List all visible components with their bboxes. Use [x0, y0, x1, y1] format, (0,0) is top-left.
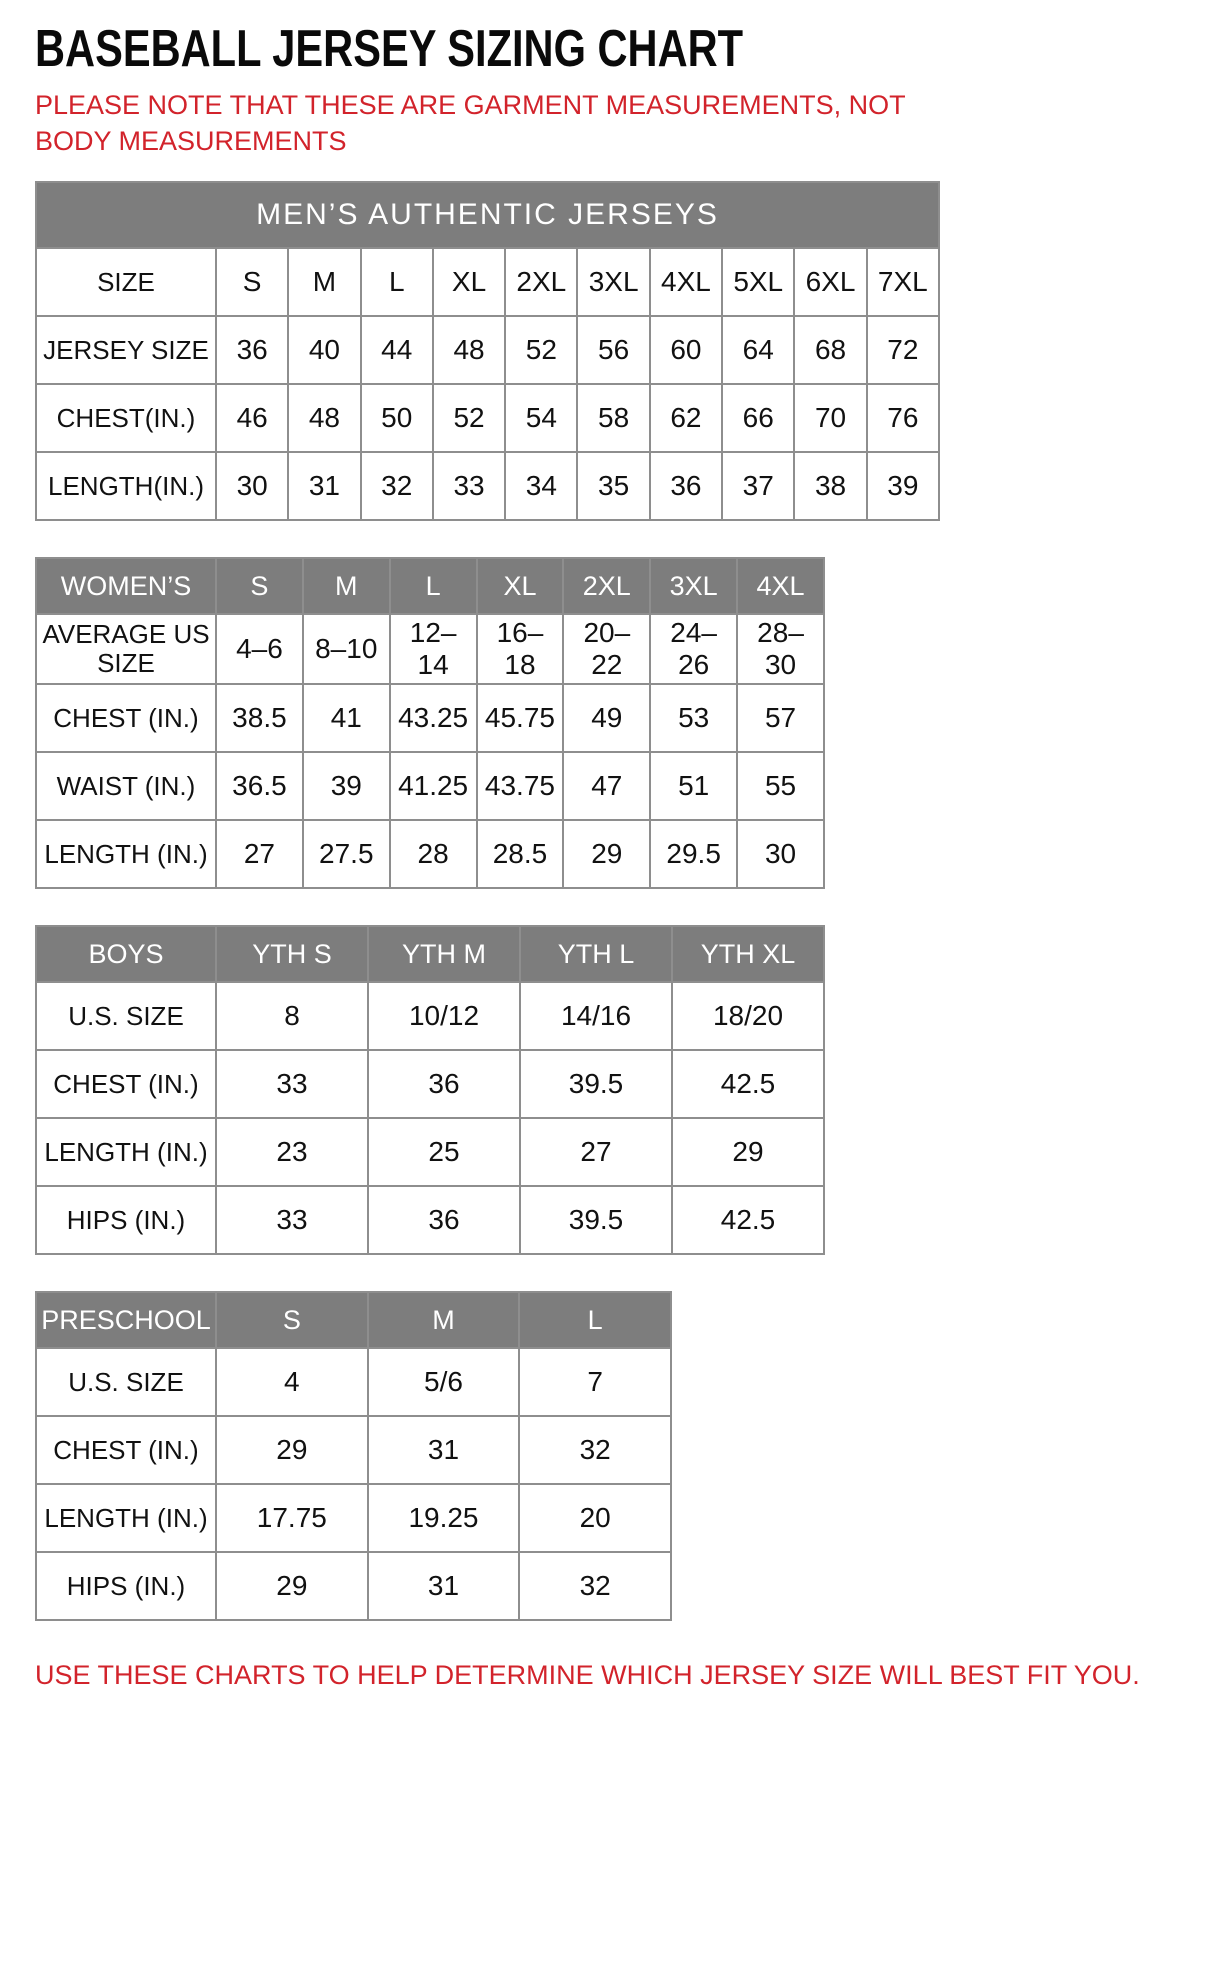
- table-cell: 54: [505, 384, 577, 452]
- table-header-cell: YTH S: [216, 926, 368, 982]
- table-header-cell: S: [216, 1292, 368, 1348]
- table-cell: 52: [505, 316, 577, 384]
- sizing-tables-container: [35, 181, 1190, 1621]
- table-header-cell: YTH XL: [672, 926, 824, 982]
- table-cell: 58: [577, 384, 649, 452]
- table-cell: S: [216, 248, 288, 316]
- table-cell: XL: [433, 248, 505, 316]
- table-cell: 27: [520, 1118, 672, 1186]
- table-cell: 36: [650, 452, 722, 520]
- table-row: [36, 1348, 671, 1416]
- table-row: [36, 982, 824, 1050]
- table-cell: 32: [519, 1552, 671, 1620]
- table-cell: 28–30: [737, 614, 824, 684]
- best-fit-note: USE THESE CHARTS TO HELP DETERMINE WHICH JERSEY SIZE WILL BEST FIT YOU.: [35, 1660, 1140, 1691]
- garment-measurements-note: PLEASE NOTE THAT THESE ARE GARMENT MEASUREMENTS, NOT BODY MEASUREMENTS: [35, 89, 906, 157]
- table-header-cell: 4XL: [737, 558, 824, 614]
- row-label: CHEST(IN.): [36, 384, 216, 452]
- row-label: AVERAGE US SIZE: [36, 614, 216, 684]
- row-label: JERSEY SIZE: [36, 316, 216, 384]
- table-cell: 43.25: [390, 684, 477, 752]
- table-row: [36, 614, 824, 684]
- row-label: HIPS (IN.): [36, 1186, 216, 1254]
- table-cell: 4XL: [650, 248, 722, 316]
- row-label: SIZE: [36, 248, 216, 316]
- table-cell: 33: [216, 1050, 368, 1118]
- sizing-table-preschool: [35, 1291, 672, 1621]
- table-cell: 36.5: [216, 752, 303, 820]
- table-header-cell: L: [390, 558, 477, 614]
- table-cell: 5/6: [368, 1348, 520, 1416]
- table-cell: 20: [519, 1484, 671, 1552]
- table-header-cell: M: [368, 1292, 520, 1348]
- table-cell: 66: [722, 384, 794, 452]
- table-cell: 64: [722, 316, 794, 384]
- table-row: [36, 1484, 671, 1552]
- row-label: U.S. SIZE: [36, 1348, 216, 1416]
- table-row: [36, 684, 824, 752]
- table-cell: 36: [216, 316, 288, 384]
- table-header-cell: XL: [477, 558, 564, 614]
- table-cell: 29: [563, 820, 650, 888]
- table-cell: 4–6: [216, 614, 303, 684]
- table-cell: 33: [216, 1186, 368, 1254]
- table-cell: 25: [368, 1118, 520, 1186]
- table-header-cell: 3XL: [650, 558, 737, 614]
- table-cell: 44: [361, 316, 433, 384]
- row-label: LENGTH (IN.): [36, 1484, 216, 1552]
- table-cell: 28.5: [477, 820, 564, 888]
- table-cell: 27: [216, 820, 303, 888]
- table-cell: 7: [519, 1348, 671, 1416]
- table-header-cell: L: [519, 1292, 671, 1348]
- table-cell: 20–22: [563, 614, 650, 684]
- row-label: WAIST (IN.): [36, 752, 216, 820]
- table-header-cell: M: [303, 558, 390, 614]
- table-cell: 28: [390, 820, 477, 888]
- table-cell: 42.5: [672, 1050, 824, 1118]
- table-header-cell: 2XL: [563, 558, 650, 614]
- table-cell: 55: [737, 752, 824, 820]
- table-cell: 37: [722, 452, 794, 520]
- table-row: [36, 1416, 671, 1484]
- table-cell: 68: [794, 316, 866, 384]
- table-cell: 16–18: [477, 614, 564, 684]
- sizing-table-womens: [35, 557, 825, 889]
- table-cell: 30: [737, 820, 824, 888]
- table-cell: 39.5: [520, 1186, 672, 1254]
- table-cell: 76: [867, 384, 939, 452]
- table-row: [36, 752, 824, 820]
- table-cell: 18/20: [672, 982, 824, 1050]
- page-title: BASEBALL JERSEY SIZING CHART: [35, 20, 744, 78]
- table-cell: 52: [433, 384, 505, 452]
- table-cell: 31: [368, 1552, 520, 1620]
- table-cell: 50: [361, 384, 433, 452]
- table-cell: M: [288, 248, 360, 316]
- table-cell: 8: [216, 982, 368, 1050]
- table-cell: 35: [577, 452, 649, 520]
- sizing-table-mens: [35, 181, 940, 521]
- table-row: [36, 1186, 824, 1254]
- table-cell: 57: [737, 684, 824, 752]
- table-cell: 8–10: [303, 614, 390, 684]
- table-cell: 53: [650, 684, 737, 752]
- table-cell: 24–26: [650, 614, 737, 684]
- table-cell: 36: [368, 1186, 520, 1254]
- table-cell: 45.75: [477, 684, 564, 752]
- table-cell: 30: [216, 452, 288, 520]
- table-row: [36, 248, 939, 316]
- table-cell: 49: [563, 684, 650, 752]
- table-cell: 38: [794, 452, 866, 520]
- row-label: CHEST (IN.): [36, 684, 216, 752]
- table-cell: 56: [577, 316, 649, 384]
- table-cell: 32: [519, 1416, 671, 1484]
- table-header-cell: YTH M: [368, 926, 520, 982]
- table-cell: L: [361, 248, 433, 316]
- table-cell: 60: [650, 316, 722, 384]
- table-cell: 46: [216, 384, 288, 452]
- table-row: [36, 1552, 671, 1620]
- table-row: [36, 452, 939, 520]
- table-row: [36, 316, 939, 384]
- table-cell: 33: [433, 452, 505, 520]
- table-cell: 39: [867, 452, 939, 520]
- table-cell: 43.75: [477, 752, 564, 820]
- table-cell: 19.25: [368, 1484, 520, 1552]
- table-cell: 3XL: [577, 248, 649, 316]
- table-cell: 27.5: [303, 820, 390, 888]
- table-cell: 5XL: [722, 248, 794, 316]
- table-cell: 40: [288, 316, 360, 384]
- table-cell: 17.75: [216, 1484, 368, 1552]
- table-cell: 14/16: [520, 982, 672, 1050]
- table-cell: 38.5: [216, 684, 303, 752]
- table-cell: 70: [794, 384, 866, 452]
- table-cell: 29: [216, 1552, 368, 1620]
- table-cell: 41.25: [390, 752, 477, 820]
- table-cell: 12–14: [390, 614, 477, 684]
- table-header-cell: S: [216, 558, 303, 614]
- row-label: CHEST (IN.): [36, 1050, 216, 1118]
- table-cell: 34: [505, 452, 577, 520]
- row-label: U.S. SIZE: [36, 982, 216, 1050]
- table-cell: 4: [216, 1348, 368, 1416]
- table-cell: 47: [563, 752, 650, 820]
- table-cell: 2XL: [505, 248, 577, 316]
- table-cell: 39: [303, 752, 390, 820]
- table-header-cell: YTH L: [520, 926, 672, 982]
- row-label: CHEST (IN.): [36, 1416, 216, 1484]
- table-cell: 48: [433, 316, 505, 384]
- table-row: [36, 1118, 824, 1186]
- table-cell: 72: [867, 316, 939, 384]
- table-cell: 29: [216, 1416, 368, 1484]
- table-cell: 32: [361, 452, 433, 520]
- table-cell: 36: [368, 1050, 520, 1118]
- row-label: LENGTH (IN.): [36, 820, 216, 888]
- table-cell: 31: [368, 1416, 520, 1484]
- table-cell: 62: [650, 384, 722, 452]
- table-cell: 51: [650, 752, 737, 820]
- table-cell: 48: [288, 384, 360, 452]
- table-cell: 10/12: [368, 982, 520, 1050]
- row-label: HIPS (IN.): [36, 1552, 216, 1620]
- table-cell: 31: [288, 452, 360, 520]
- table-cell: 41: [303, 684, 390, 752]
- sizing-table-boys: [35, 925, 825, 1255]
- table-cell: 29: [672, 1118, 824, 1186]
- table-row: [36, 384, 939, 452]
- row-label: LENGTH(IN.): [36, 452, 216, 520]
- table-cell: 23: [216, 1118, 368, 1186]
- table-cell: 42.5: [672, 1186, 824, 1254]
- table-banner-mens: MEN’S AUTHENTIC JERSEYS: [36, 182, 939, 248]
- table-cell: 29.5: [650, 820, 737, 888]
- table-cell: 7XL: [867, 248, 939, 316]
- table-row: [36, 820, 824, 888]
- row-label: LENGTH (IN.): [36, 1118, 216, 1186]
- table-cell: 39.5: [520, 1050, 672, 1118]
- table-header-label-preschool: PRESCHOOL: [36, 1292, 216, 1348]
- table-row: [36, 1050, 824, 1118]
- table-header-label-boys: BOYS: [36, 926, 216, 982]
- table-header-label-womens: WOMEN’S: [36, 558, 216, 614]
- table-cell: 6XL: [794, 248, 866, 316]
